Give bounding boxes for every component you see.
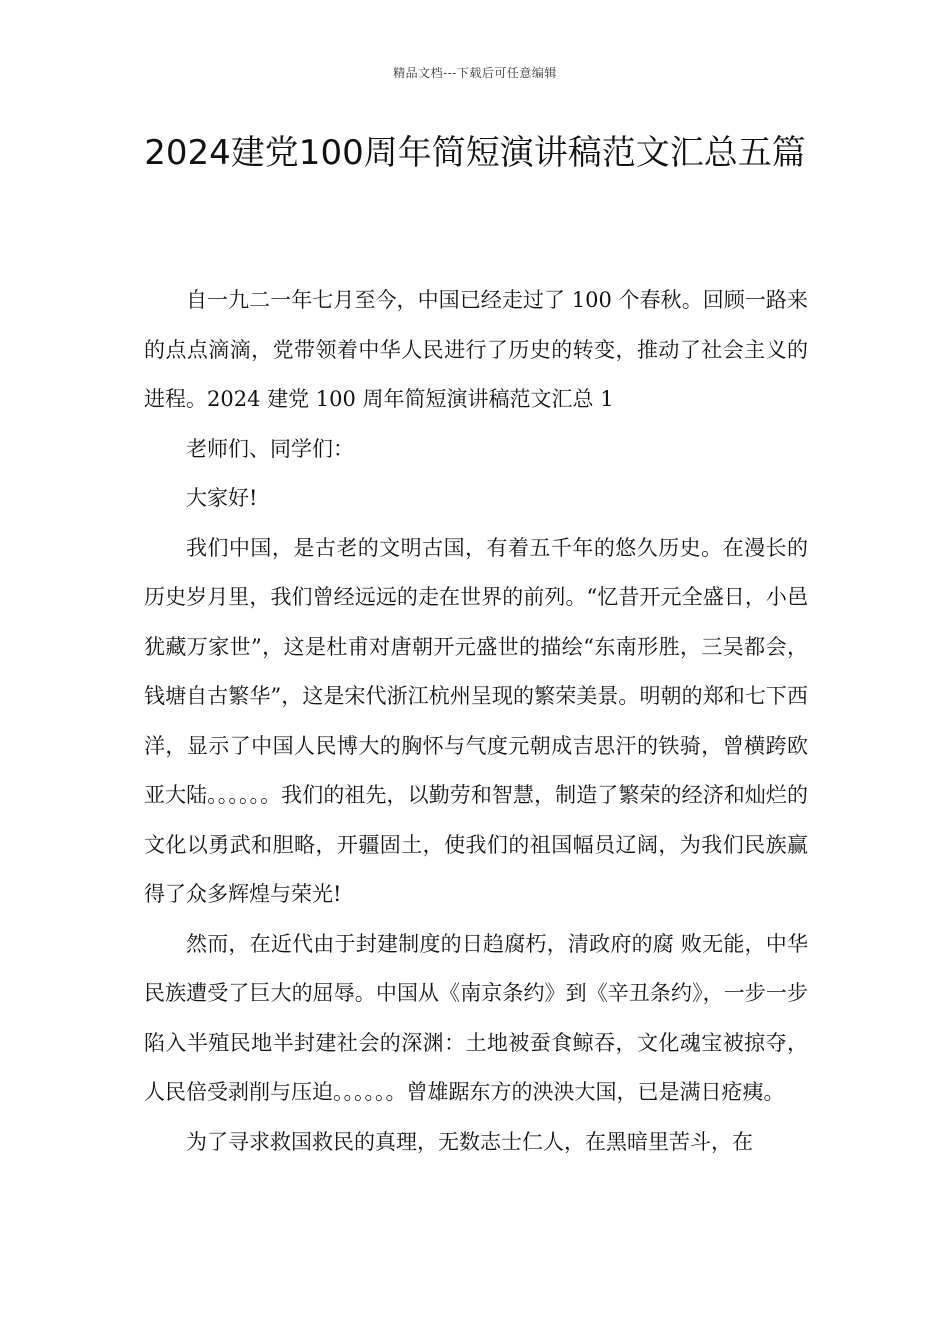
document-title: 2024建党100周年简短演讲稿范文汇总五篇 — [144, 133, 806, 173]
paragraph-modern-humiliation: 然而，在近代由于封建制度的日趋腐朽，清政府的腐 败无能，中华民族遭受了巨大的屈辱。中国从《南京条约》到《辛丑条约》，一步一步陷入半殖民地半封建社会的深渊：土地被蚕食鲸吞，文化魂宝被掠夺，人民倍受剥削与压迫。。。。。。曾雄踞东方的泱泱大国，已是满日疮痍。 — [144, 931, 808, 1104]
paragraph-salutation: 大家好! — [186, 486, 258, 510]
paragraph-history: 我们中国，是古老的文明古国，有着五千年的悠久历史。在漫长的历史岁月里，我们曾经远远的走在世界的前列。“忆昔开元全盛日，小邑犹藏万家世”，这是杜甫对唐朝开元盛世的描绘“东南形胜，三吴都会，钱塘自古繁华”，这是宋代浙江杭州呈现的繁荣美景。明朝的郑和七下西洋，显示了中国人民博大的胸怀与气度元朝成吉思汗的铁骑，曾横跨欧亚大陆。。。。。。我们的祖先，以勤劳和智慧，制造了繁荣的经济和灿烂的文化以勇武和胆略，开疆固土，使我们的祖国幅员辽阔，为我们民族赢得了众多辉煌与荣光! — [144, 535, 808, 906]
paragraph-intro: 自一九二一年七月至今，中国已经走过了 100 个春秋。回顾一路来的点点滴滴，党带领着中华人民进行了历史的转变，推动了社会主义的进程。2024 建党 100 周年简短演讲稿范文汇总 1 — [144, 288, 808, 411]
document-body — [144, 276, 808, 1167]
paragraph-seeking-truth: 为了寻求救国救民的真理，无数志士仁人，在黑暗里苦斗，在 — [186, 1129, 753, 1154]
paragraph-greeting: 老师们、同学们： — [186, 436, 354, 461]
header-note: 精品文档---下载后可任意编辑 — [393, 66, 557, 80]
